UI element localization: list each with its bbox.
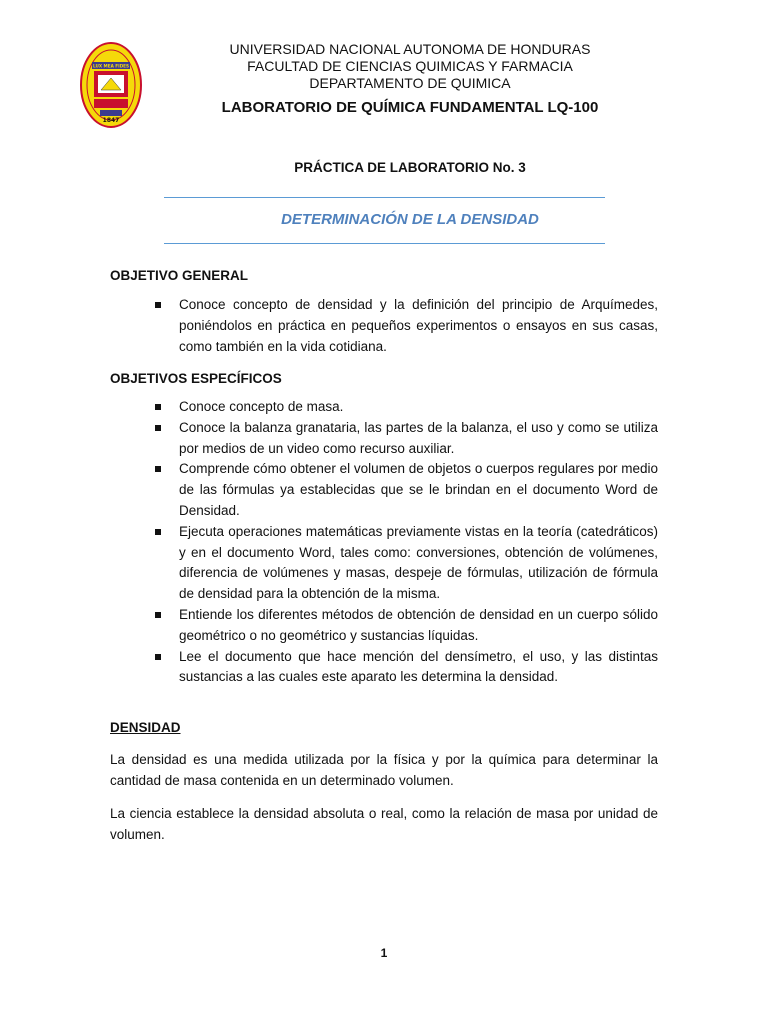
list-item-text: Comprende cómo obtener el volumen de objetos o cuerpos regulares por medio de las fórmulas ya establecidas que se le brindan en el documento Word de Densidad. <box>179 461 658 518</box>
practice-number: PRÁCTICA DE LABORATORIO No. 3 <box>294 160 526 175</box>
objetivos-especificos-list <box>155 397 658 688</box>
university-seal-logo <box>80 42 142 128</box>
list-item-text: Conoce concepto de masa. <box>179 399 344 414</box>
densidad-paragraph-2: La ciencia establece la densidad absoluta o real, como la relación de masa por unidad de volumen. <box>110 806 658 842</box>
objetivo-general-heading: OBJETIVO GENERAL <box>110 268 249 283</box>
svg-text:LUX MEA FIDES: LUX MEA FIDES <box>92 63 130 69</box>
list-item-text: Entiende los diferentes métodos de obtención de densidad en un cuerpo sólido geométrico o no geométrico y sustancias líquidas. <box>179 606 658 643</box>
list-item <box>155 605 658 647</box>
department-name: DEPARTAMENTO DE QUIMICA <box>309 75 511 91</box>
densidad-heading: DENSIDAD <box>110 720 181 735</box>
objetivos-especificos-heading: OBJETIVOS ESPECÍFICOS <box>110 371 282 386</box>
list-item <box>155 459 658 521</box>
title-rule-bottom <box>164 243 605 244</box>
bullet-icon <box>155 404 161 410</box>
list-item <box>155 647 658 689</box>
lab-title: LABORATORIO DE QUÍMICA FUNDAMENTAL LQ-100 <box>221 99 599 116</box>
list-item-text: Lee el documento que hace mención del densímetro, el uso, y las distintas sustancias a las cuales este aparato les determina la densidad. <box>179 648 658 685</box>
list-item <box>155 295 658 357</box>
bullet-icon <box>155 612 161 618</box>
bullet-icon <box>155 529 161 535</box>
densidad-paragraph-1: La densidad es una medida utilizada por la física y por la química para determinar la cantidad de masa contenida en un determinado volumen. <box>110 752 658 788</box>
faculty-name: FACULTAD DE CIENCIAS QUIMICAS Y FARMACIA <box>247 58 573 74</box>
bullet-icon <box>155 302 161 308</box>
university-name: UNIVERSIDAD NACIONAL AUTONOMA DE HONDURAS <box>229 41 591 57</box>
list-item-text: Conoce la balanza granataria, las partes de la balanza, el uso y como se utiliza por medios de un video como recurso auxiliar. <box>179 419 658 456</box>
title-rule-top <box>164 197 605 198</box>
svg-text:1847: 1847 <box>102 117 120 124</box>
list-item <box>155 418 658 460</box>
list-item <box>155 397 658 418</box>
list-item <box>155 522 658 605</box>
list-item-text: Conoce concepto de densidad y la definición del principio de Arquímedes, poniéndolos en práctica en pequeños experimentos o ensayos en sus casas, como también en la vida cotidiana. <box>179 297 658 354</box>
document-title: DETERMINACIÓN DE LA DENSIDAD <box>281 211 539 228</box>
objetivo-general-list <box>155 295 658 357</box>
bullet-icon <box>155 466 161 472</box>
page-number: 1 <box>380 946 388 960</box>
bullet-icon <box>155 425 161 431</box>
bullet-icon <box>155 654 161 660</box>
list-item-text: Ejecuta operaciones matemáticas previamente vistas en la teoría (catedráticos) y en el documento Word, tales como: conversiones, obtención de volúmenes, diferencia de volúmenes y masas, despeje de fórmulas, utilización de fórmula de densidad para la obtención de la misma. <box>179 523 658 602</box>
